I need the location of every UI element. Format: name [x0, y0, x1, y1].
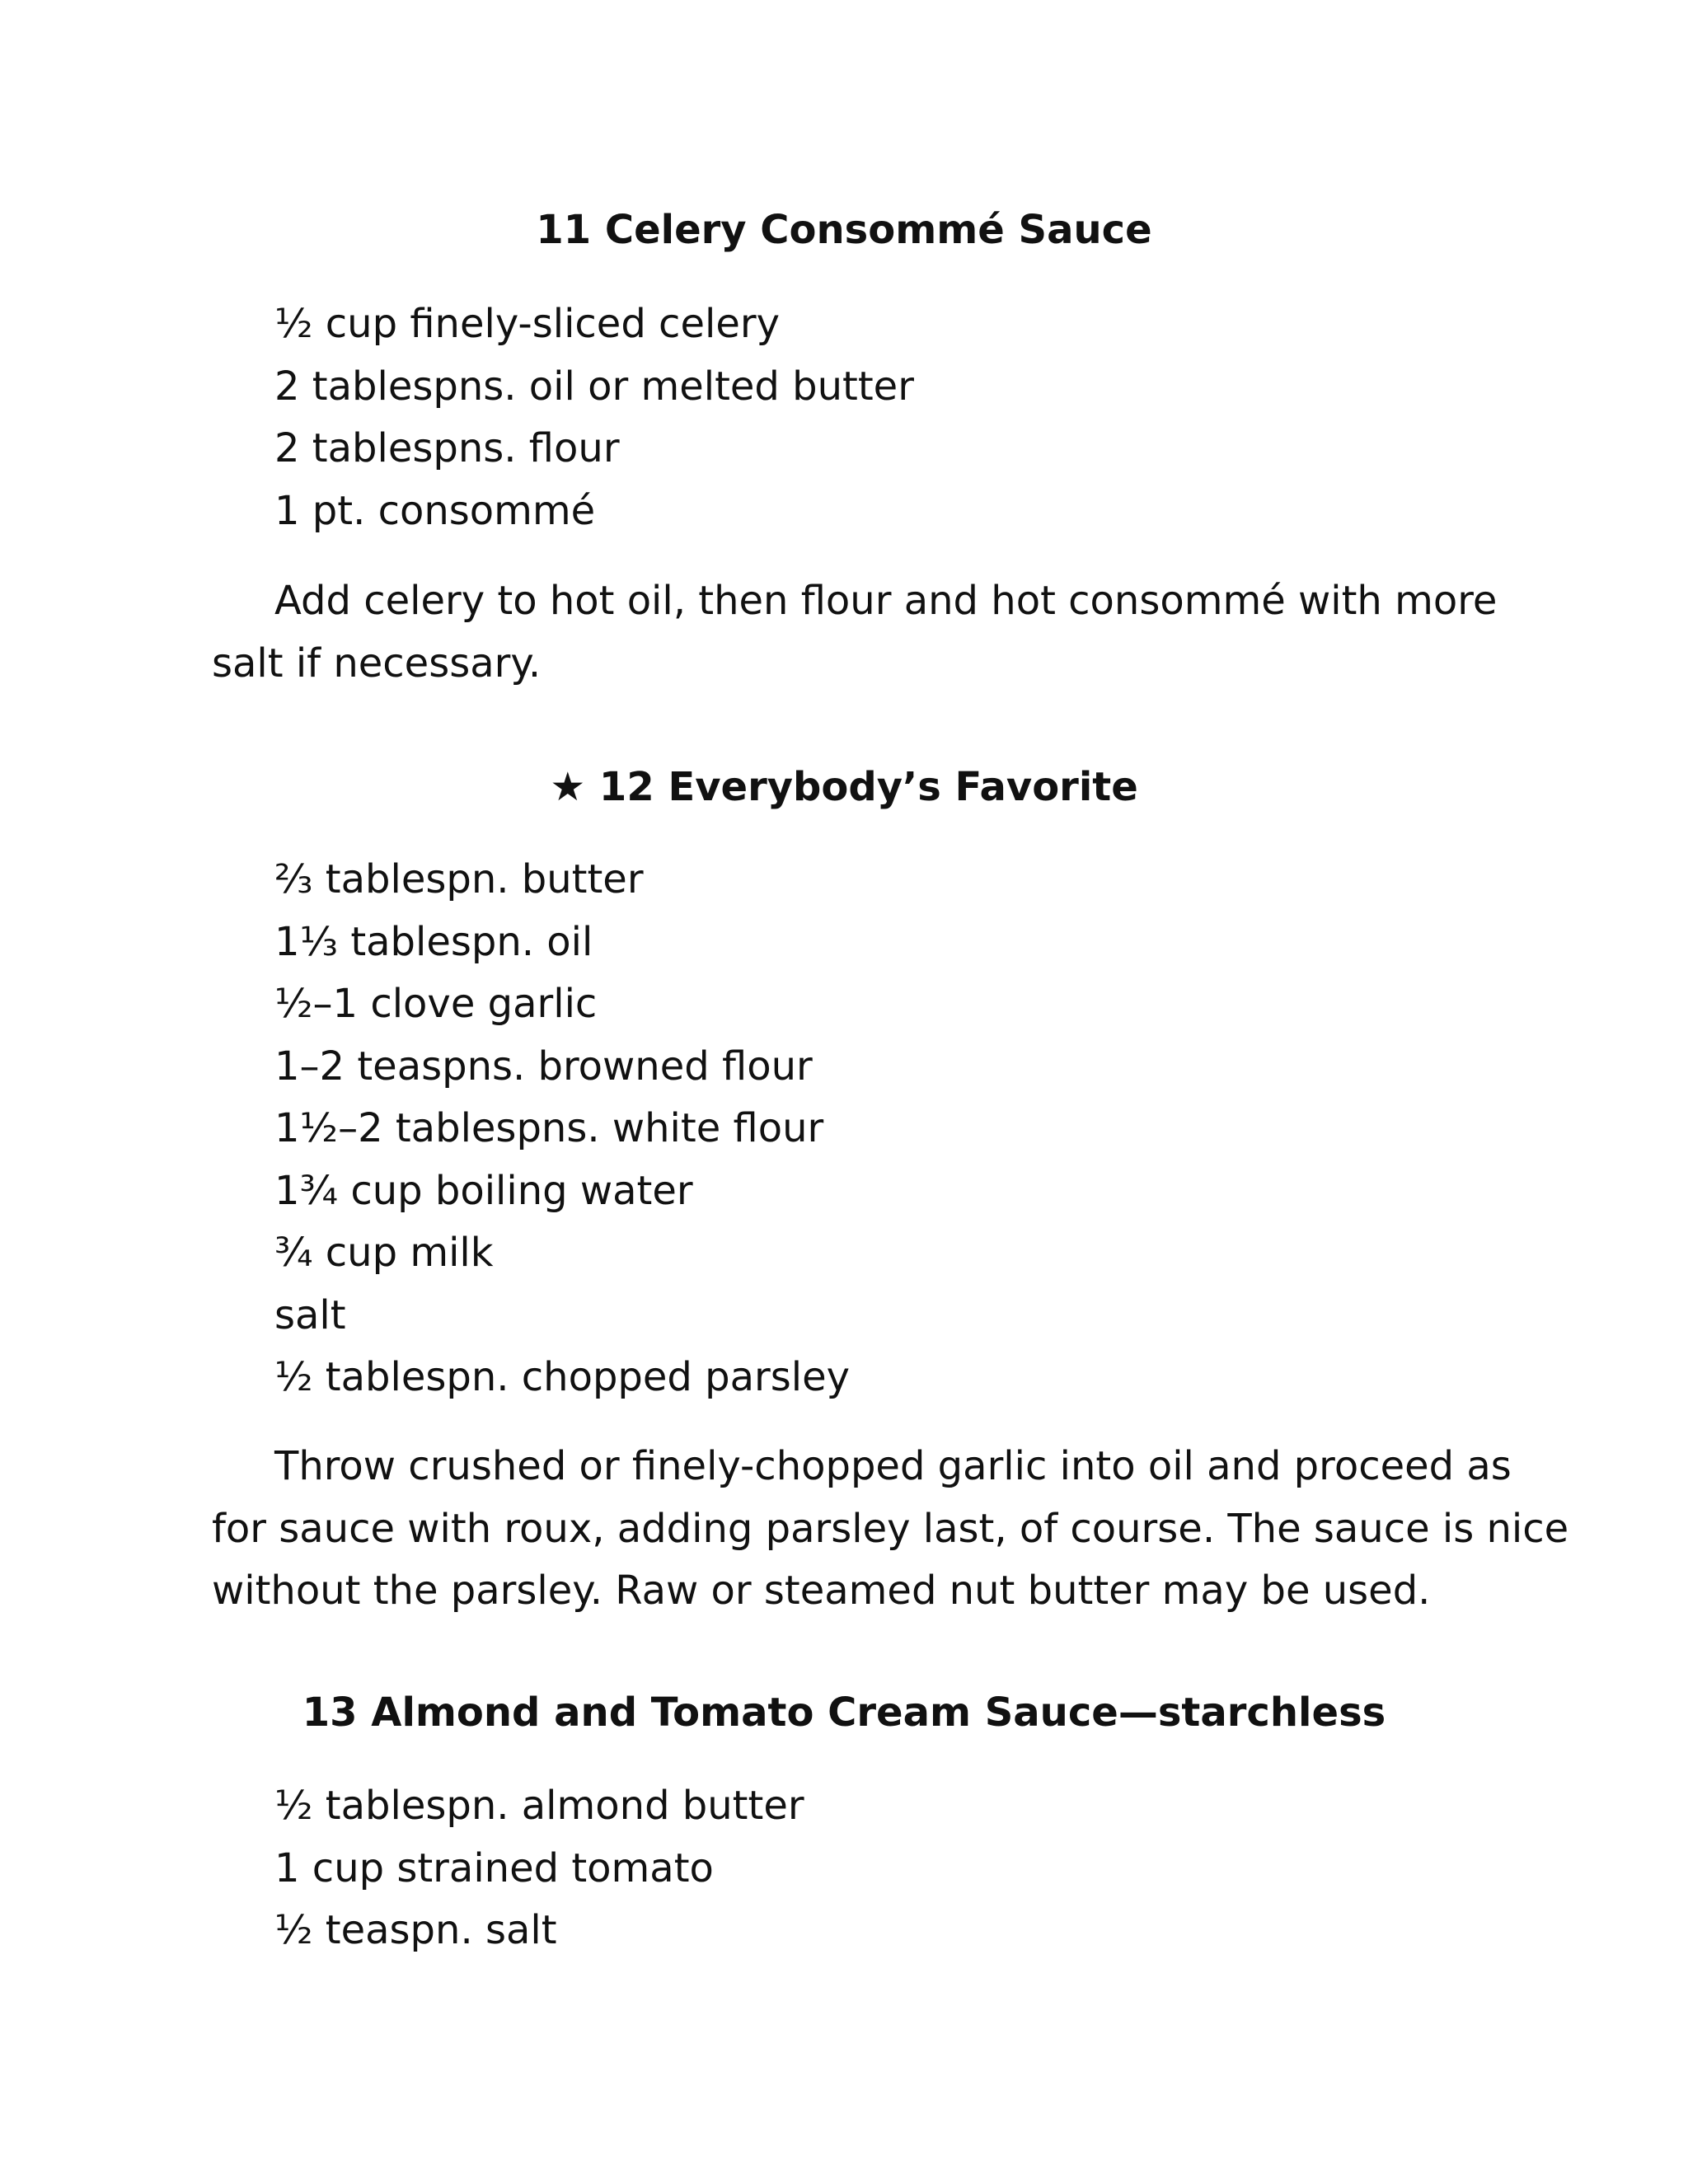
ingredient-item: ½ tablespn. chopped parsley: [274, 1354, 851, 1400]
ingredient-item: 1¾ cup boiling water: [274, 1167, 693, 1214]
ingredient-item: 2 tablespns. flour: [274, 425, 620, 471]
recipe-13-title: 13 Almond and Tomato Cream Sauce—starchless: [302, 1690, 1386, 1736]
ingredient-item: ½ cup finely-sliced celery: [274, 301, 780, 347]
ingredient-item: 2 tablespns. oil or melted butter: [274, 363, 914, 410]
ingredient-item: ½ teaspn. salt: [274, 1907, 557, 1953]
ingredient-item: 1 pt. consommé: [274, 487, 596, 534]
direction-line: without the parsley. Raw or steamed nut butter may be used.: [212, 1568, 1431, 1614]
recipe-11-title: 11 Celery Consommé Sauce: [536, 207, 1152, 253]
ingredient-item: 1 cup strained tomato: [274, 1844, 714, 1891]
ingredient-item: salt: [274, 1291, 346, 1338]
ingredient-item: ½ tablespn. almond butter: [274, 1783, 804, 1829]
ingredient-item: 1½–2 tablespns. white flour: [274, 1105, 824, 1151]
ingredient-item: ⅔ tablespn. butter: [274, 856, 644, 902]
direction-line: Throw crushed or finely-chopped garlic into oil and proceed as: [274, 1443, 1512, 1489]
recipe-11-directions: [212, 570, 1498, 695]
ingredient-item: 1⅓ tablespn. oil: [274, 918, 593, 965]
ingredient-item: 1–2 teaspns. browned flour: [274, 1043, 813, 1090]
recipe-13-ingredients: [274, 1775, 804, 1962]
direction-line: for sauce with roux, adding parsley last, of course. The sauce is nice: [212, 1505, 1569, 1552]
direction-line: Add celery to hot oil, then flour and hot consommé with more: [274, 578, 1498, 624]
recipe-11-ingredients: [274, 293, 914, 542]
direction-line: salt if necessary.: [212, 640, 542, 687]
ingredient-item: ½–1 clove garlic: [274, 981, 598, 1027]
recipe-12-directions: [212, 1436, 1569, 1623]
ingredient-item: ¾ cup milk: [274, 1230, 494, 1276]
recipe-12-ingredients: [274, 849, 850, 1409]
recipe-12-title: ★ 12 Everybody’s Favorite: [550, 764, 1138, 810]
